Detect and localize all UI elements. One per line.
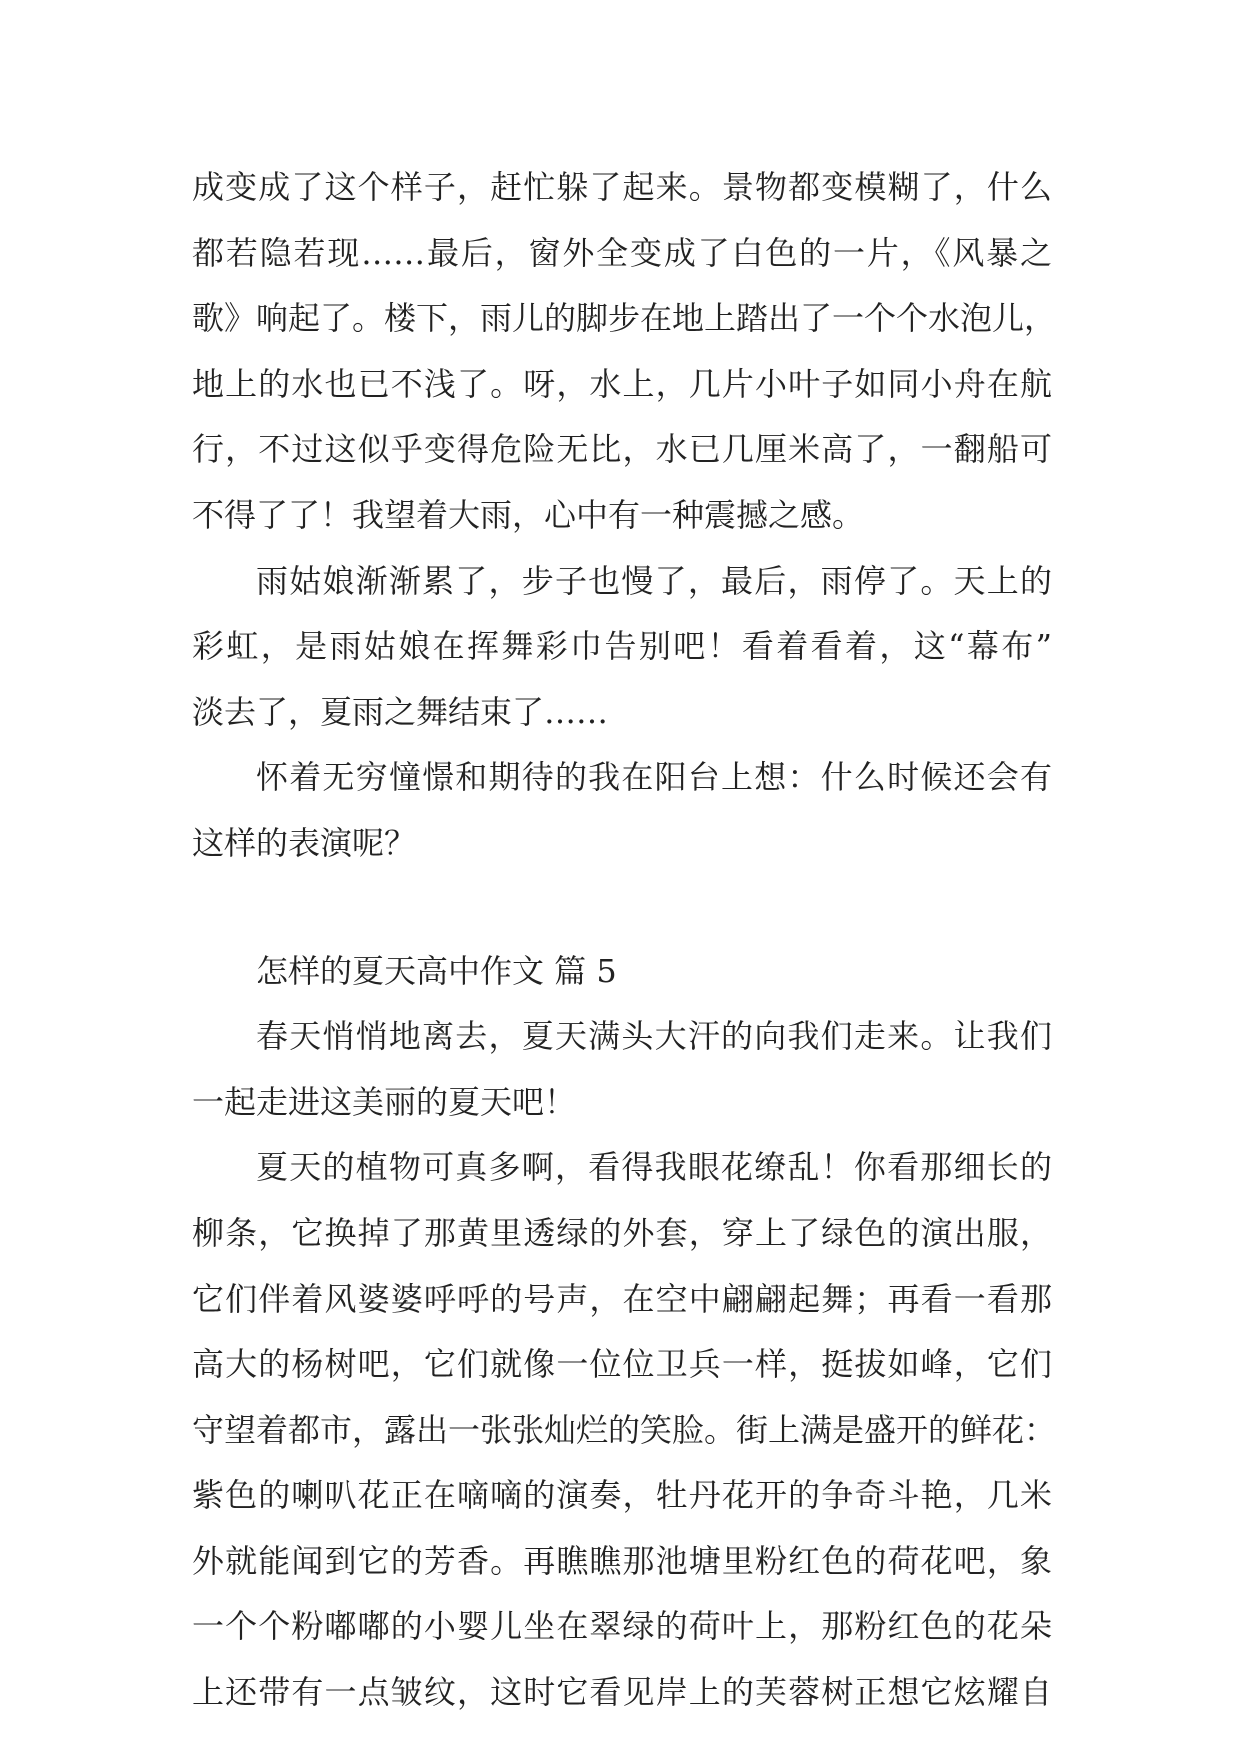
text-line: 淡去了，夏雨之舞结束了…… — [192, 692, 609, 731]
text-line: 这样的表演呢？ — [192, 823, 417, 862]
text-line: 一个个粉嘟嘟的小婴儿坐在翠绿的荷叶上，那粉红色的花朵 — [192, 1607, 1052, 1646]
essay-body — [192, 155, 1057, 1726]
text-line: 高大的杨树吧，它们就像一位位卫兵一样，挺拔如峰，它们 — [192, 1345, 1052, 1384]
paragraph-start-line: 春天悄悄地离去，夏天满头大汗的向我们走来。让我们 — [256, 1017, 1052, 1056]
text-line: 一起走进这美丽的夏天吧！ — [192, 1082, 577, 1121]
paragraph-start-line: 怀着无穷憧憬和期待的我在阳台上想：什么时候还会有 — [256, 758, 1052, 797]
paragraph-start-line: 雨姑娘渐渐累了，步子也慢了，最后，雨停了。天上的 — [256, 561, 1052, 600]
text-line: 不得了了！我望着大雨，心中有一种震撼之感。 — [192, 495, 865, 534]
text-line: 守望着都市，露出一张张灿烂的笑脸。街上满是盛开的鲜花： — [192, 1410, 1057, 1449]
text-line: 行，不过这似乎变得危险无比，水已几厘米高了，一翻船可 — [192, 430, 1052, 469]
text-line: 紫色的喇叭花正在嘀嘀的演奏，牡丹花开的争奇斗艳，几米 — [192, 1476, 1052, 1515]
text-line: 外就能闻到它的芳香。再瞧瞧那池塘里粉红色的荷花吧，象 — [192, 1541, 1052, 1580]
text-line: 成变成了这个样子，赶忙躲了起来。景物都变模糊了，什么 — [192, 168, 1052, 206]
paragraph-start-line: 夏天的植物可真多啊，看得我眼花缭乱！你看那细长的 — [256, 1148, 1052, 1187]
text-line: 都若隐若现……最后，窗外全变成了白色的一片，《风暴之 — [192, 233, 1052, 272]
text-line: 歌》响起了。楼下，雨儿的脚步在地上踏出了一个个水泡儿， — [192, 299, 1057, 338]
section-heading: 怎样的夏天高中作文 篇 5 — [256, 951, 617, 990]
text-line: 上还带有一点皱纹，这时它看见岸上的芙蓉树正想它炫耀自 — [192, 1673, 1052, 1712]
text-line: 它们伴着风婆婆呼呼的号声，在空中翩翩起舞；再看一看那 — [192, 1279, 1052, 1318]
text-line: 地上的水也已不浅了。呀，水上，几片小叶子如同小舟在航 — [192, 364, 1052, 403]
text-line: 柳条，它换掉了那黄里透绿的外套，穿上了绿色的演出服， — [192, 1213, 1052, 1252]
section-gap — [192, 877, 1052, 939]
text-line: 彩虹，是雨姑娘在挥舞彩巾告别吧！看着看着，这“幕布” — [192, 627, 1052, 666]
